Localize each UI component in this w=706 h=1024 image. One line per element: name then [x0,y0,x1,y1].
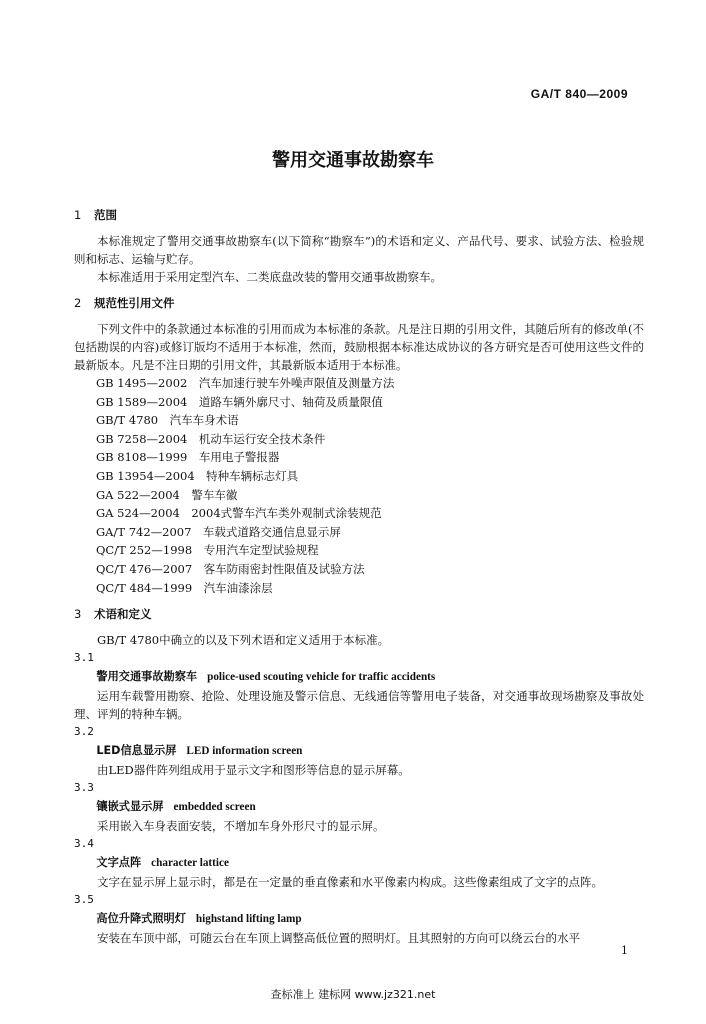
reference-item: QC/T 476—2007 客车防雨密封性限值及试验方法 [96,561,365,576]
reference-item: GB 13954—2004 特种车辆标志灯具 [96,468,299,483]
section-heading-2: 2 规范性引用文件 [74,296,175,310]
term-number: 3.4 [74,837,94,851]
standard-code: GA/T 840—2009 [530,87,628,101]
term-number: 3.1 [74,651,94,665]
footer-watermark: 查标准上 建标网 www.jz321.net [270,988,436,1001]
paragraph: GB/T 4780中确立的以及下列术语和定义适用于本标准。 [97,633,390,648]
reference-item: GB/T 4780 汽车车身术语 [96,413,239,428]
term-number: 3.2 [74,725,94,739]
term-heading: 警用交通事故勘察车 police-used scouting vehicle for traffic accidents [96,670,436,684]
page-number: 1 [621,944,628,957]
reference-item: GB 1495—2002 汽车加速行驶车外噪声限值及测量方法 [96,376,395,390]
term-heading: 高位升降式照明灯 highstand lifting lamp [96,912,302,926]
document-body [74,200,644,947]
reference-item: GA 524—2004 2004式警车汽车类外观制式涂装规范 [96,506,382,521]
reference-item: QC/T 484—1999 汽车油漆涂层 [96,580,273,595]
term-heading: 文字点阵 character lattice [96,856,229,870]
reference-item: GA 522—2004 警车车徽 [96,487,238,502]
term-definition: 安装在车顶中部，可随云台在车顶上调整高低位置的照明灯。且其照射的方向可以绕云台的水平 [97,931,580,946]
paragraph: 下列文件中的条款通过本标准的引用而成为本标准的条款。凡是注日期的引用文件，其随后所有的修改单(不包括勘误的内容)或修订版均不适用于本标准，然而，鼓励根据本标准达成协议的各方研究是否可使用这些文件的最新版本。凡是不注日期的引用文件，其最新版本适用于本标准。 [74,322,644,372]
section-heading-1: 1 范围 [74,208,117,222]
term-definition: 运用车载警用勘察、抢险、处理设施及警示信息、无线通信等警用电子装备，对交通事故现场勘察及事故处理、评判的特种车辆。 [74,689,644,722]
document-title: 警用交通事故勘察车 [272,150,434,171]
reference-item: GB 7258—2004 机动车运行安全技术条件 [96,431,326,446]
term-number: 3.3 [74,781,94,795]
reference-item: GA/T 742—2007 车载式道路交通信息显示屏 [96,524,341,539]
term-definition: 由LED器件阵列组成用于显示文字和图形等信息的显示屏幕。 [97,763,410,778]
paragraph: 本标准规定了警用交通事故勘察车(以下简称“勘察车”)的术语和定义、产品代号、要求、试验方法、检验规则和标志、运输与贮存。 [74,234,644,266]
paragraph: 本标准适用于采用定型汽车、二类底盘改装的警用交通事故勘察车。 [97,270,442,284]
term-heading: LED信息显示屏 LED information screen [96,744,303,758]
reference-list [74,374,644,597]
section-heading-3: 3 术语和定义 [74,607,152,622]
term-definition: 文字在显示屏上显示时，都是在一定量的垂直像素和水平像素内构成。这些像素组成了文字的点阵。 [97,875,603,890]
term-definition: 采用嵌入车身表面安装，不增加车身外形尺寸的显示屏。 [97,819,385,834]
reference-item: QC/T 252—1998 专用汽车定型试验规程 [96,543,319,558]
reference-item: GB 8108—1999 车用电子警报器 [96,450,280,465]
term-number: 3.5 [74,893,94,907]
term-heading: 镶嵌式显示屏 embedded screen [96,800,256,814]
reference-item: GB 1589—2004 道路车辆外廓尺寸、轴荷及质量限值 [96,394,383,409]
